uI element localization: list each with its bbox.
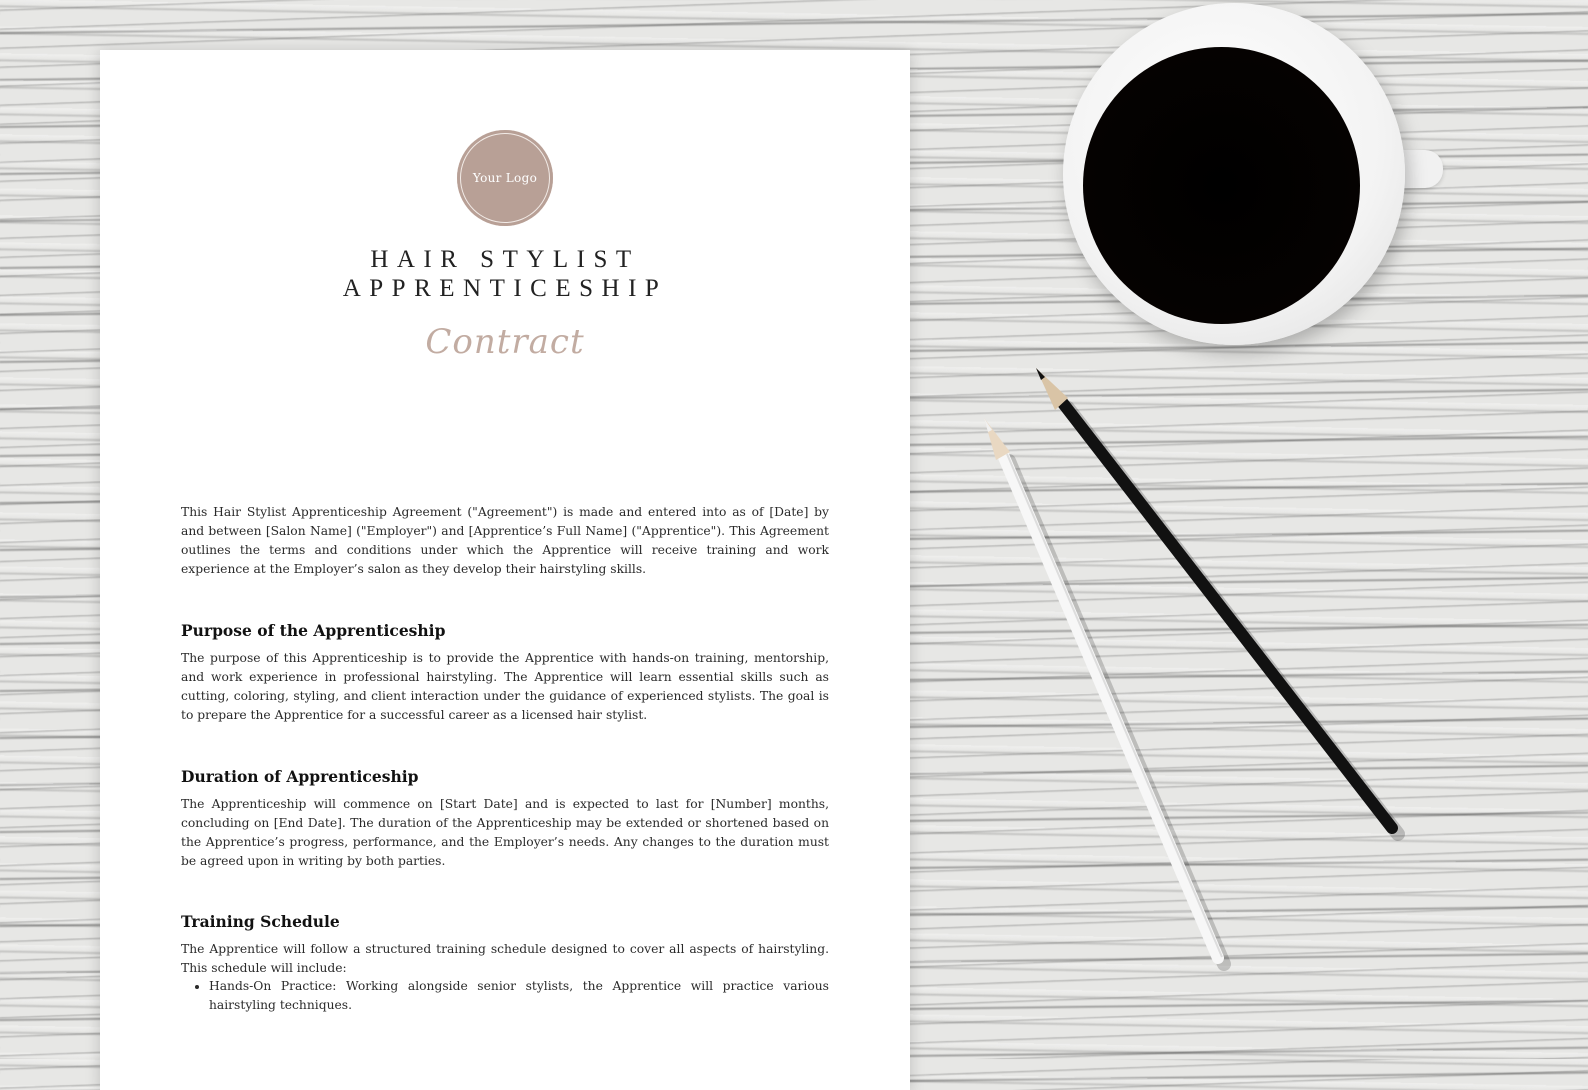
logo-placeholder [457,130,553,226]
black-pencil [1036,368,1398,834]
section-heading-duration: Duration of Apprenticeship [181,767,419,786]
white-pencil [984,418,1224,964]
section-text-duration: The Apprenticeship will commence on [Start Date] and is expected to last for [Number] months, concluding on [End Date]. The duration of the Apprenticeship may be extended or shortened based on the Apprentice’s progress, performance, and the Employer’s needs. Any changes to the duration must be agreed upon in writing by both parties. [181,797,829,868]
section-text-purpose: The purpose of this Apprenticeship is to provide the Apprentice with hands-on training, mentorship, and work experience in professional hairstyling. The Apprentice will learn essential skills such as cutting, coloring, styling, and client interaction under the guidance of experienced stylists. The goal is to prepare the Apprentice for a successful career as a licensed hair stylist. [181,651,829,722]
training-bullet-list [181,977,829,1015]
logo-text: Your Logo [472,171,538,185]
section-heading-purpose: Purpose of the Apprenticeship [181,621,446,640]
section-text-training: The Apprentice will follow a structured training schedule designed to cover all aspects of hairstyling. This schedule will include: [181,942,829,975]
intro-paragraph: This Hair Stylist Apprenticeship Agreement ("Agreement") is made and entered into as of [Date] by and between [Salon Name] ("Employer") and [Apprentice’s Full Name] ("Apprentice"). This Agreement outlines the terms and conditions under which the Apprentice will receive training and work experience at the Employer’s salon as they develop their hairstyling skills. [181,505,829,576]
title-line-2: APPRENTICESHIP [342,275,668,302]
list-item: • Hands-On Practice: Working alongside senior stylists, the Apprentice will practice various hairstyling techniques. [209,977,829,1015]
contract-page [100,50,910,1090]
section-heading-training: Training Schedule [181,912,340,931]
title-line-1: HAIR STYLIST [370,246,640,273]
subtitle-script: Contract [425,322,585,362]
